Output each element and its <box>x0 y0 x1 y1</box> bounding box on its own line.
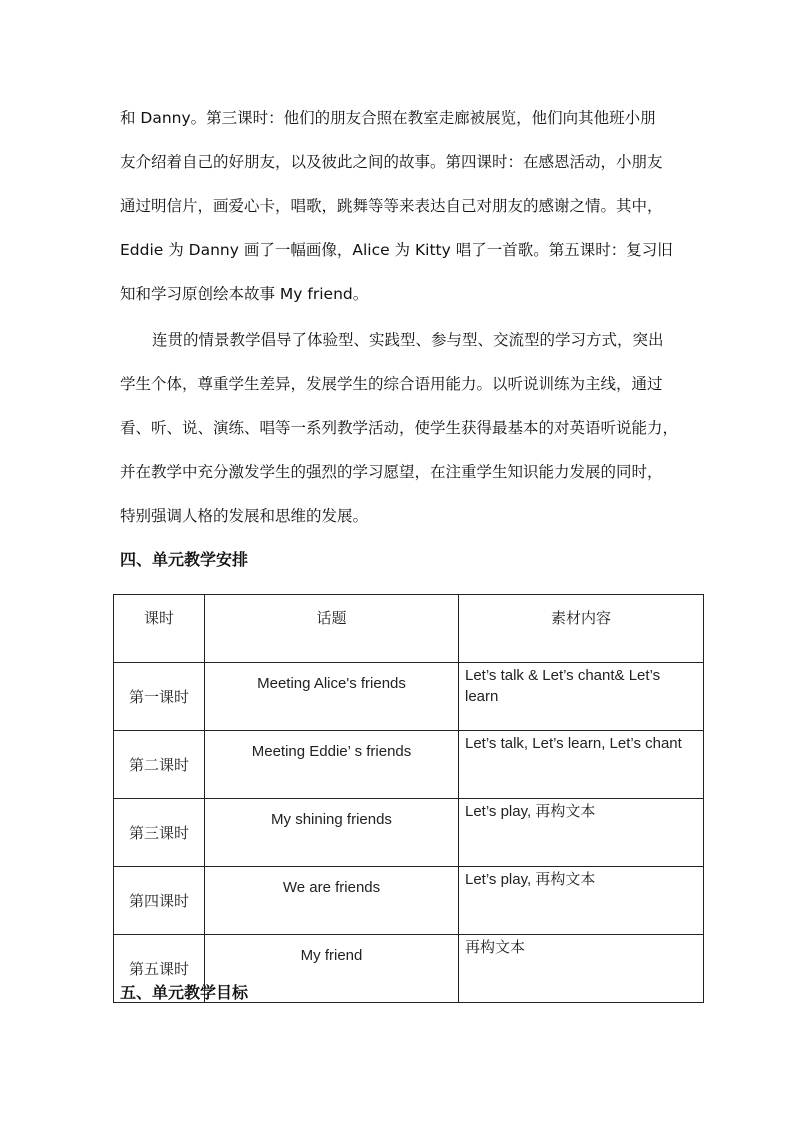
table-row <box>114 731 704 799</box>
cell-topic: Meeting Eddie’ s friends <box>205 731 459 799</box>
cell-lesson: 第二课时 <box>114 731 205 799</box>
section-heading-unit-goals: 五、单元教学目标 <box>120 983 249 1002</box>
paragraph-line: 特别强调人格的发展和思维的发展。 <box>120 507 369 525</box>
cell-lesson: 第四课时 <box>114 867 205 935</box>
paragraph-teaching-approach <box>120 318 690 538</box>
column-header-lesson: 课时 <box>114 595 205 663</box>
cell-lesson: 第五课时 <box>114 935 205 1003</box>
cell-material: Let’s play, 再构文本 <box>459 799 704 867</box>
cell-material: Let’s play, 再构文本 <box>459 867 704 935</box>
table-header-row <box>114 595 704 663</box>
paragraph-line: 知和学习原创绘本故事 My friend。 <box>120 285 369 303</box>
paragraph-line: 看、听、说、演练、唱等一系列教学活动，使学生获得最基本的对英语听说能力， <box>120 419 679 437</box>
cell-lesson: 第一课时 <box>114 663 205 731</box>
paragraph-line: 并在教学中充分激发学生的强烈的学习愿望，在注重学生知识能力发展的同时， <box>120 463 663 481</box>
section-heading-unit-schedule: 四、单元教学安排 <box>120 550 249 569</box>
cell-topic: We are friends <box>205 867 459 935</box>
paragraph-line: 和 Danny。第三课时：他们的朋友合照在教室走廊被展览，他们向其他班小朋 <box>120 109 656 127</box>
table-row <box>114 867 704 935</box>
paragraph-lesson-descriptions <box>120 96 690 316</box>
paragraph-line: 学生个体，尊重学生差异，发展学生的综合语用能力。以听说训练为主线，通过 <box>120 375 663 393</box>
paragraph-line: Eddie 为 Danny 画了一幅画像，Alice 为 Kitty 唱了一首歌。第五课时：复习旧 <box>120 241 673 259</box>
column-header-topic: 话题 <box>205 595 459 663</box>
column-header-material: 素材内容 <box>459 595 704 663</box>
cell-topic: Meeting Alice's friends <box>205 663 459 731</box>
paragraph-line: 连贯的情景教学倡导了体验型、实践型、参与型、交流型的学习方式，突出 <box>152 331 664 349</box>
cell-material: 再构文本 <box>459 935 704 1003</box>
cell-material: Let’s talk, Let’s learn, Let’s chant <box>459 731 704 799</box>
cell-topic: My shining friends <box>205 799 459 867</box>
table-row <box>114 663 704 731</box>
paragraph-line: 通过明信片，画爱心卡，唱歌，跳舞等等来表达自己对朋友的感谢之情。其中， <box>120 197 663 215</box>
cell-lesson: 第三课时 <box>114 799 205 867</box>
table-row <box>114 799 704 867</box>
cell-topic: My friend <box>205 935 459 1003</box>
paragraph-line: 友介绍着自己的好朋友，以及彼此之间的故事。第四课时：在感恩活动，小朋友 <box>120 153 663 171</box>
unit-schedule-table <box>113 594 704 1003</box>
cell-material: Let’s talk & Let’s chant& Let’s learn <box>459 663 704 731</box>
